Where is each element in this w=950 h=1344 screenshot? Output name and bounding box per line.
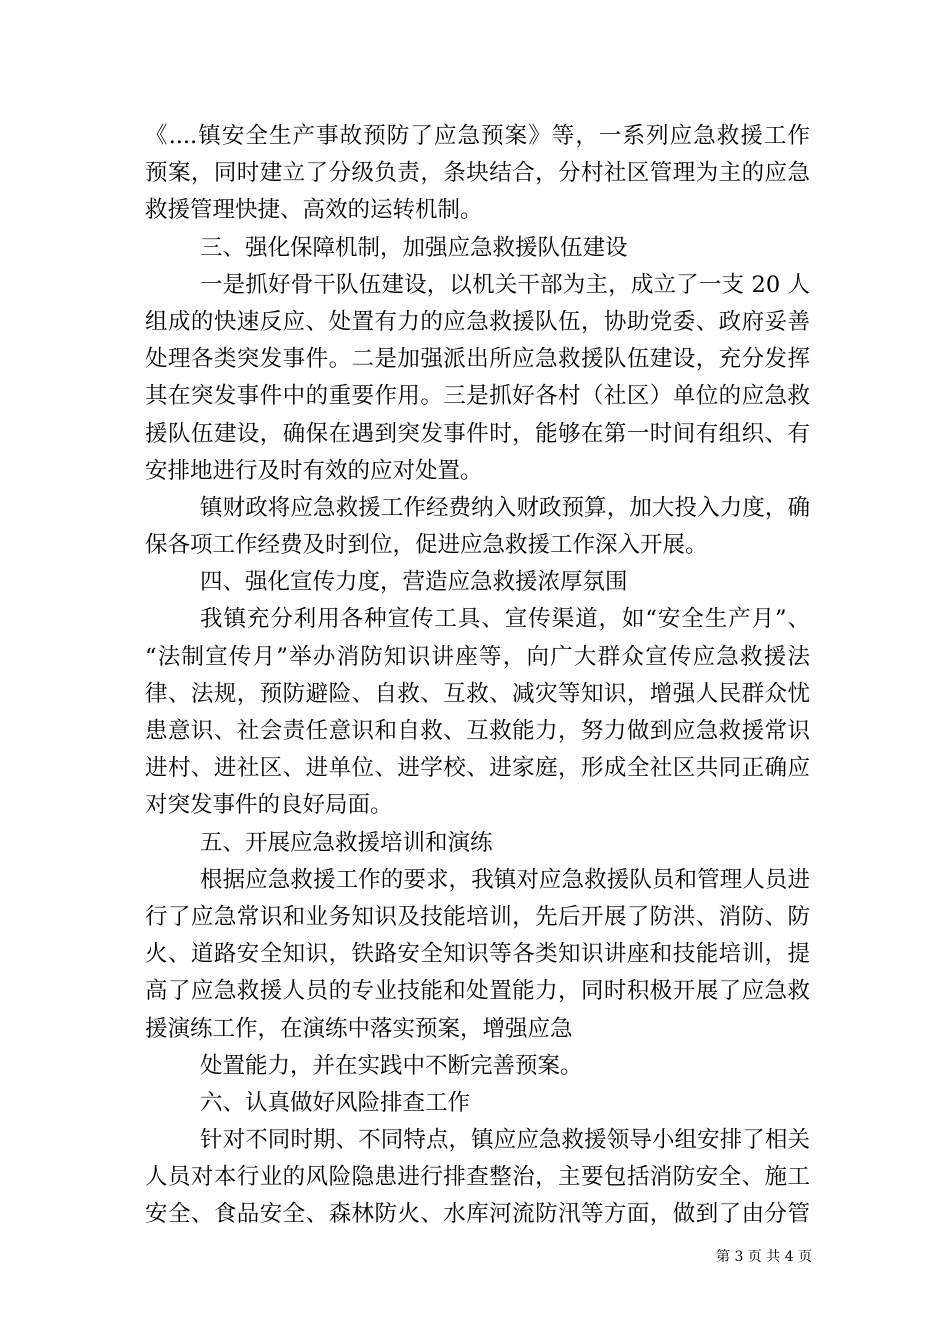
text-line: 一是抓好骨干队伍建设，以机关干部为主，成立了一支 20 人 <box>200 271 810 298</box>
section-heading: 五、开展应急救援培训和演练 <box>200 829 493 856</box>
text-line: 处理各类突发事件。二是加强派出所应急救援队伍建设，充分发挥 <box>145 346 810 373</box>
text-line: 组成的快速反应、处置有力的应急救援队伍，协助党委、政府妥善 <box>145 308 810 335</box>
text-line: 镇财政将应急救援工作经费纳入财政预算，加大投入力度，确 <box>200 494 810 521</box>
text-line: 高了应急救援人员的专业技能和处置能力，同时积极开展了应急救 <box>145 978 810 1005</box>
text-line: 行了应急常识和业务知识及技能培训，先后开展了防洪、消防、防 <box>145 903 810 930</box>
text-line: “法制宣传月”举办消防知识讲座等，向广大群众宣传应急救援法 <box>145 643 810 670</box>
text-line: 安全、食品安全、森林防火、水库河流防汛等方面，做到了由分管 <box>145 1201 810 1228</box>
text-line: 预案，同时建立了分级负责，条块结合，分村社区管理为主的应急 <box>145 160 810 187</box>
text-line: 火、道路安全知识，铁路安全知识等各类知识讲座和技能培训，提 <box>145 941 810 968</box>
text-line: 我镇充分利用各种宣传工具、宣传渠道，如“安全生产月”、 <box>200 606 810 633</box>
text-line: 保各项工作经费及时到位，促进应急救援工作深入开展。 <box>145 532 708 559</box>
document-body <box>145 118 810 1234</box>
text-line: 援演练工作，在演练中落实预案，增强应急 <box>145 1015 573 1042</box>
section-heading: 三、强化保障机制，加强应急救援队伍建设 <box>200 234 628 261</box>
page-number: 第 3 页 共 4 页 <box>716 1249 813 1265</box>
text-line: 援队伍建设，确保在遇到突发事件时，能够在第一时间有组织、有 <box>145 420 810 447</box>
text-line: 律、法规，预防避险、自救、互救、减灾等知识，增强人民群众忧 <box>145 680 810 707</box>
text-line: 其在突发事件中的重要作用。三是抓好各村（社区）单位的应急救 <box>145 383 810 410</box>
text-line: 对突发事件的良好局面。 <box>145 792 393 819</box>
text-line: 救援管理快捷、高效的运转机制。 <box>145 197 483 224</box>
text-line: 安排地进行及时有效的应对处置。 <box>145 457 483 484</box>
section-heading: 四、强化宣传力度，营造应急救援浓厚氛围 <box>200 569 628 596</box>
text-line: 人员对本行业的风险隐患进行排查整治，主要包括消防安全、施工 <box>145 1164 810 1191</box>
text-line: 进村、进社区、进单位、进学校、进家庭，形成全社区共同正确应 <box>145 755 810 782</box>
text-line: 根据应急救援工作的要求，我镇对应急救援队员和管理人员进 <box>200 866 810 893</box>
text-line: 针对不同时期、不同特点，镇应应急救援领导小组安排了相关 <box>200 1127 810 1154</box>
text-line: 患意识、社会责任意识和自救、互救能力，努力做到应急救援常识 <box>145 718 810 744</box>
text-line: 处置能力，并在实践中不断完善预案。 <box>200 1052 583 1079</box>
section-heading: 六、认真做好风险排查工作 <box>200 1089 471 1116</box>
text-line: 《....镇安全生产事故预防了应急预案》等，一系列应急救援工作 <box>145 123 810 149</box>
